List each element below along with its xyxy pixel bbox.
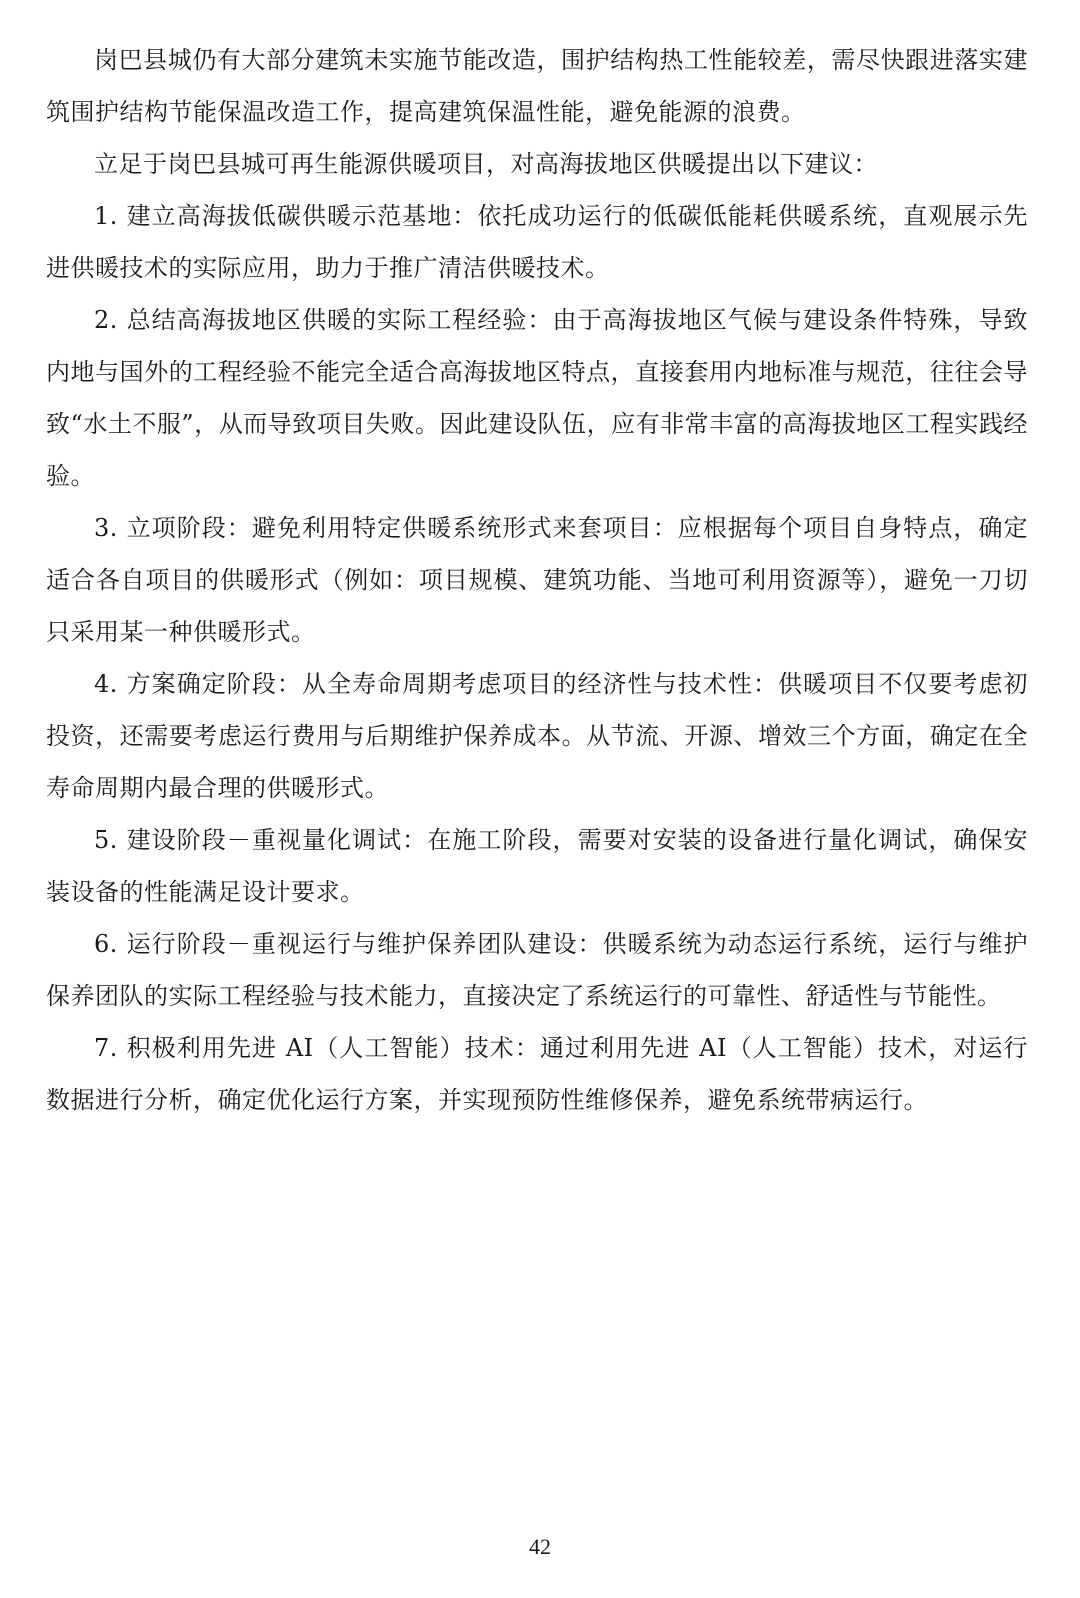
recommendation-5: 5. 建设阶段－重视量化调试：在施工阶段，需要对安装的设备进行量化调试，确保安装设备的性能满足设计要求。 (46, 826, 1028, 906)
page-number: 42 (529, 1534, 551, 1559)
recommendation-2: 2. 总结高海拔地区供暖的实际工程经验：由于高海拔地区气候与建设条件特殊，导致内地与国外的工程经验不能完全适合高海拔地区特点，直接套用内地标准与规范，往往会导致“水土不服”，从而导致项目失败。因此建设队伍，应有非常丰富的高海拔地区工程实践经验。 (46, 306, 1028, 490)
recommendation-6: 6. 运行阶段－重视运行与维护保养团队建设：供暖系统为动态运行系统，运行与维护保养团队的实际工程经验与技术能力，直接决定了系统运行的可靠性、舒适性与节能性。 (46, 930, 1028, 1010)
paragraph-intro: 岗巴县城仍有大部分建筑未实施节能改造，围护结构热工性能较差，需尽快跟进落实建筑围护结构节能保温改造工作，提高建筑保温性能，避免能源的浪费。 (46, 46, 1028, 126)
recommendation-4: 4. 方案确定阶段：从全寿命周期考虑项目的经济性与技术性：供暖项目不仅要考虑初投资，还需要考虑运行费用与后期维护保养成本。从节流、开源、增效三个方面，确定在全寿命周期内最合理的供暖形式。 (46, 670, 1028, 802)
recommendation-1: 1. 建立高海拔低碳供暖示范基地：依托成功运行的低碳低能耗供暖系统，直观展示先进供暖技术的实际应用，助力于推广清洁供暖技术。 (46, 202, 1028, 282)
paragraph-lead-in: 立足于岗巴县城可再生能源供暖项目，对高海拔地区供暖提出以下建议： (94, 150, 878, 178)
recommendation-7: 7. 积极利用先进 AI（人工智能）技术：通过利用先进 AI（人工智能）技术，对运行数据进行分析，确定优化运行方案，并实现预防性维修保养，避免系统带病运行。 (46, 1034, 1028, 1114)
recommendation-3: 3. 立项阶段：避免利用特定供暖系统形式来套项目：应根据每个项目自身特点，确定适合各自项目的供暖形式（例如：项目规模、建筑功能、当地可利用资源等），避免一刀切只采用某一种供暖形式。 (46, 514, 1028, 646)
